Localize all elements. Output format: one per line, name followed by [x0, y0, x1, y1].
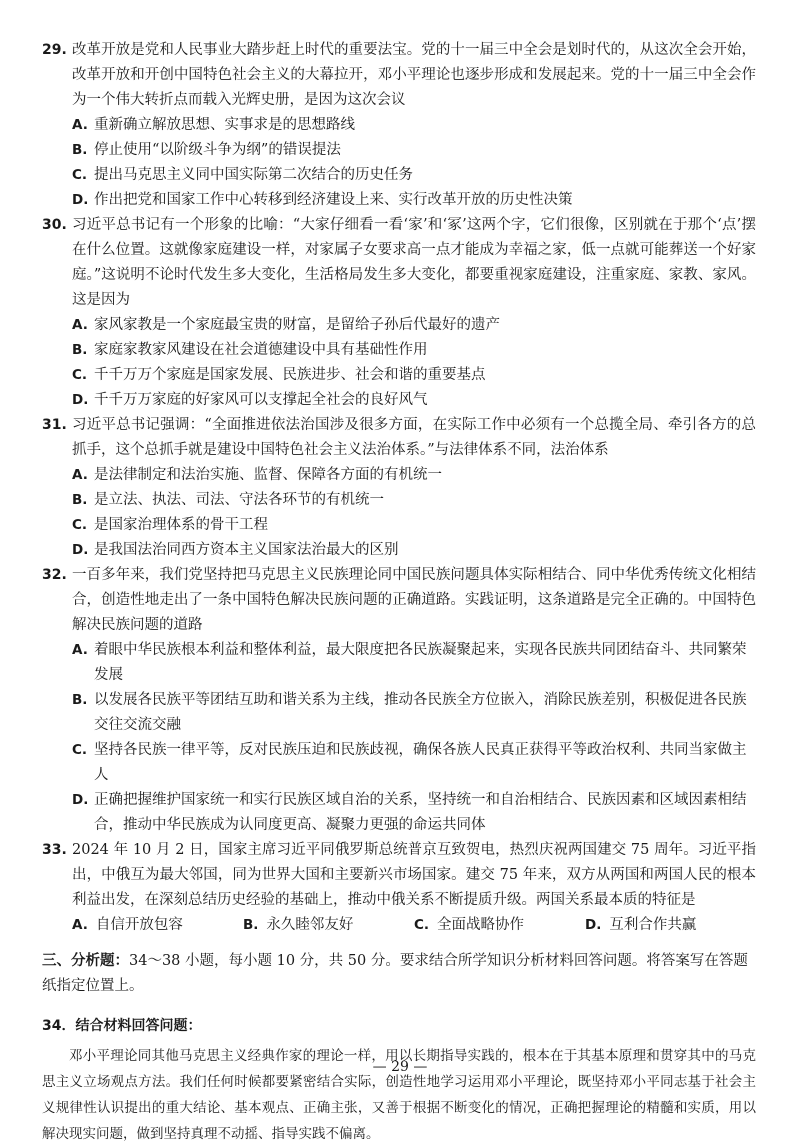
option-letter: B. [72, 142, 88, 158]
option-text: 是国家治理体系的骨干工程 [94, 517, 268, 533]
option-text: 提出马克思主义同中国实际第二次结合的历史任务 [94, 167, 413, 183]
stem-text: 改革开放是党和人民事业大踏步赶上时代的重要法宝。党的十一届三中全会是划时代的，从这次全会开始，改革开放和开创中国特色社会主义的大幕拉开，邓小平理论也逐步形成和发展起来。党的十一届三中全会作为一个伟大转折点而载入光辉史册，是因为这次会议 [72, 42, 756, 108]
option-letter: A. [72, 467, 88, 483]
option-c [42, 513, 756, 538]
question-stem [42, 38, 756, 113]
option-text: 家风家教是一个家庭最宝贵的财富，是留给子孙后代最好的遗产 [94, 317, 500, 333]
question-31 [42, 413, 756, 563]
option-c [42, 363, 756, 388]
option-letter: C. [72, 517, 88, 533]
question-number: 31. [42, 417, 67, 433]
section-instructions: 34～38 小题，每小题 10 分，共 50 分。要求结合所学知识分析材料回答问题。将答案写在答题纸指定位置上。 [42, 953, 748, 994]
option-b [42, 488, 756, 513]
option-b [42, 688, 756, 738]
option-a [42, 313, 756, 338]
option-letter: C. [72, 167, 88, 183]
option-b [243, 913, 414, 938]
option-a [42, 113, 756, 138]
option-text: 是法律制定和法治实施、监督、保障各方面的有机统一 [94, 467, 442, 483]
option-text: 全面战略协作 [437, 917, 525, 933]
option-letter: A. [72, 917, 88, 933]
option-b [42, 338, 756, 363]
option-letter: D. [72, 392, 89, 408]
question-29 [42, 38, 756, 213]
question-stem [42, 413, 756, 463]
option-text: 坚持各民族一律平等，反对民族压迫和民族歧视，确保各族人民真正获得平等政治权利、共同当家做主人 [94, 742, 747, 783]
question-stem [42, 213, 756, 313]
question-34-title: 34．结合材料回答问题： [42, 1017, 202, 1034]
option-row [42, 913, 756, 938]
option-c [42, 738, 756, 788]
question-30 [42, 213, 756, 413]
option-letter: C. [72, 742, 88, 758]
stem-text: 2024 年 10 月 2 日，国家主席习近平同俄罗斯总统普京互致贺电，热烈庆祝两国建交 75 周年。习近平指出，中俄互为最大邻国，同为世界大国和主要新兴市场国家。建交 75 年来，双方从两国和两国人民的根本利益出发，在深刻总结历史经验的基础上，推动中俄关系不断提质升级。两国关系最本质的特征是 [72, 842, 756, 908]
question-number: 32. [42, 567, 67, 583]
option-text: 千千万万个家庭是国家发展、民族进步、社会和谐的重要基点 [94, 367, 486, 383]
question-number: 30. [42, 217, 67, 233]
option-a [42, 638, 756, 688]
page-number: — 29 — [372, 1059, 428, 1075]
stem-text: 习近平总书记有一个形象的比喻：“大家仔细看一看‘家’和‘冢’这两个字，它们很像，区别就在于那个‘点’摆在什么位置。这就像家庭建设一样，对家属子女要求高一点才能成为幸福之家，低一点就可能葬送一个好家庭。”这说明不论时代发生多大变化，生活格局发生多大变化，都要重视家庭建设，注重家庭、家教、家风。这是因为 [72, 217, 756, 308]
option-letter: D. [72, 192, 89, 208]
option-a [72, 913, 243, 938]
question-number: 29. [42, 42, 67, 58]
option-text: 正确把握维护国家统一和实行民族区域自治的关系，坚持统一和自治相结合、民族因素和区域因素相结合，推动中华民族成为认同度更高、凝聚力更强的命运共同体 [94, 792, 747, 833]
option-text: 以发展各民族平等团结互助和谐关系为主线，推动各民族全方位嵌入，消除民族差别，积极促进各民族交往交流交融 [94, 692, 747, 733]
option-d [585, 913, 756, 938]
option-letter: A. [72, 642, 88, 658]
question-stem [42, 838, 756, 913]
option-letter: D. [72, 792, 89, 808]
question-34 [42, 1014, 756, 1147]
option-text: 家庭家教家风建设在社会道德建设中具有基础性作用 [94, 342, 428, 358]
option-d [42, 388, 756, 413]
option-d [42, 188, 756, 213]
option-letter: B. [72, 692, 88, 708]
question-33 [42, 838, 756, 938]
option-letter: C. [72, 367, 88, 383]
option-text: 重新确立解放思想、实事求是的思想路线 [94, 117, 355, 133]
stem-text: 习近平总书记强调：“全面推进依法治国涉及很多方面，在实际工作中必须有一个总揽全局、牵引各方的总抓手，这个总抓手就是建设中国特色社会主义法治体系。”与法律体系不同，法治体系 [72, 417, 756, 458]
option-letter: B. [72, 342, 88, 358]
option-d [42, 538, 756, 563]
question-34-material: 邓小平理论同其他马克思主义经典作家的理论一样，用以长期指导实践的，根本在于其基本原理和贯穿其中的马克思主义立场观点方法。我们任何时候都要紧密结合实际，创造性地学习运用邓小平理论，既坚持邓小平同志基于社会主义规律性认识提出的重大结论、基本观点、正确主张，又善于根据不断变化的情况，正确把握理论的精髓和实质，用以解决现实问题，做到坚持真理不动摇、指导实践不偏离。 [42, 1047, 756, 1142]
option-text: 千千万万家庭的好家风可以支撑起全社会的良好风气 [94, 392, 428, 408]
section-heading [42, 948, 756, 999]
section-title: 三、分析题： [42, 952, 129, 969]
stem-text: 一百多年来，我们党坚持把马克思主义民族理论同中国民族问题具体实际相结合、同中华优秀传统文化相结合，创造性地走出了一条中国特色解决民族问题的正确道路。实践证明，这条道路是完全正确的。中国特色解决民族问题的道路 [72, 567, 756, 633]
option-c [42, 163, 756, 188]
option-text: 是立法、执法、司法、守法各环节的有机统一 [94, 492, 384, 508]
option-d [42, 788, 756, 838]
option-text: 永久睦邻友好 [266, 917, 354, 933]
option-b [42, 138, 756, 163]
option-text: 停止使用“以阶级斗争为纲”的错误提法 [94, 142, 341, 158]
option-letter: B. [243, 917, 259, 933]
option-text: 互利合作共赢 [609, 917, 697, 933]
option-text: 是我国法治同西方资本主义国家法治最大的区别 [94, 542, 399, 558]
question-stem [42, 563, 756, 638]
question-32 [42, 563, 756, 838]
option-text: 作出把党和国家工作中心转移到经济建设上来、实行改革开放的历史性决策 [94, 192, 573, 208]
question-number: 33. [42, 842, 67, 858]
option-a [42, 463, 756, 488]
option-letter: A. [72, 117, 88, 133]
option-text: 着眼中华民族根本利益和整体利益，最大限度把各民族凝聚起来，实现各民族共同团结奋斗、共同繁荣发展 [94, 642, 747, 683]
option-letter: C. [414, 917, 430, 933]
option-letter: D. [72, 542, 89, 558]
option-letter: A. [72, 317, 88, 333]
option-c [414, 913, 585, 938]
option-letter: D. [585, 917, 602, 933]
option-letter: B. [72, 492, 88, 508]
option-text: 自信开放包容 [95, 917, 183, 933]
